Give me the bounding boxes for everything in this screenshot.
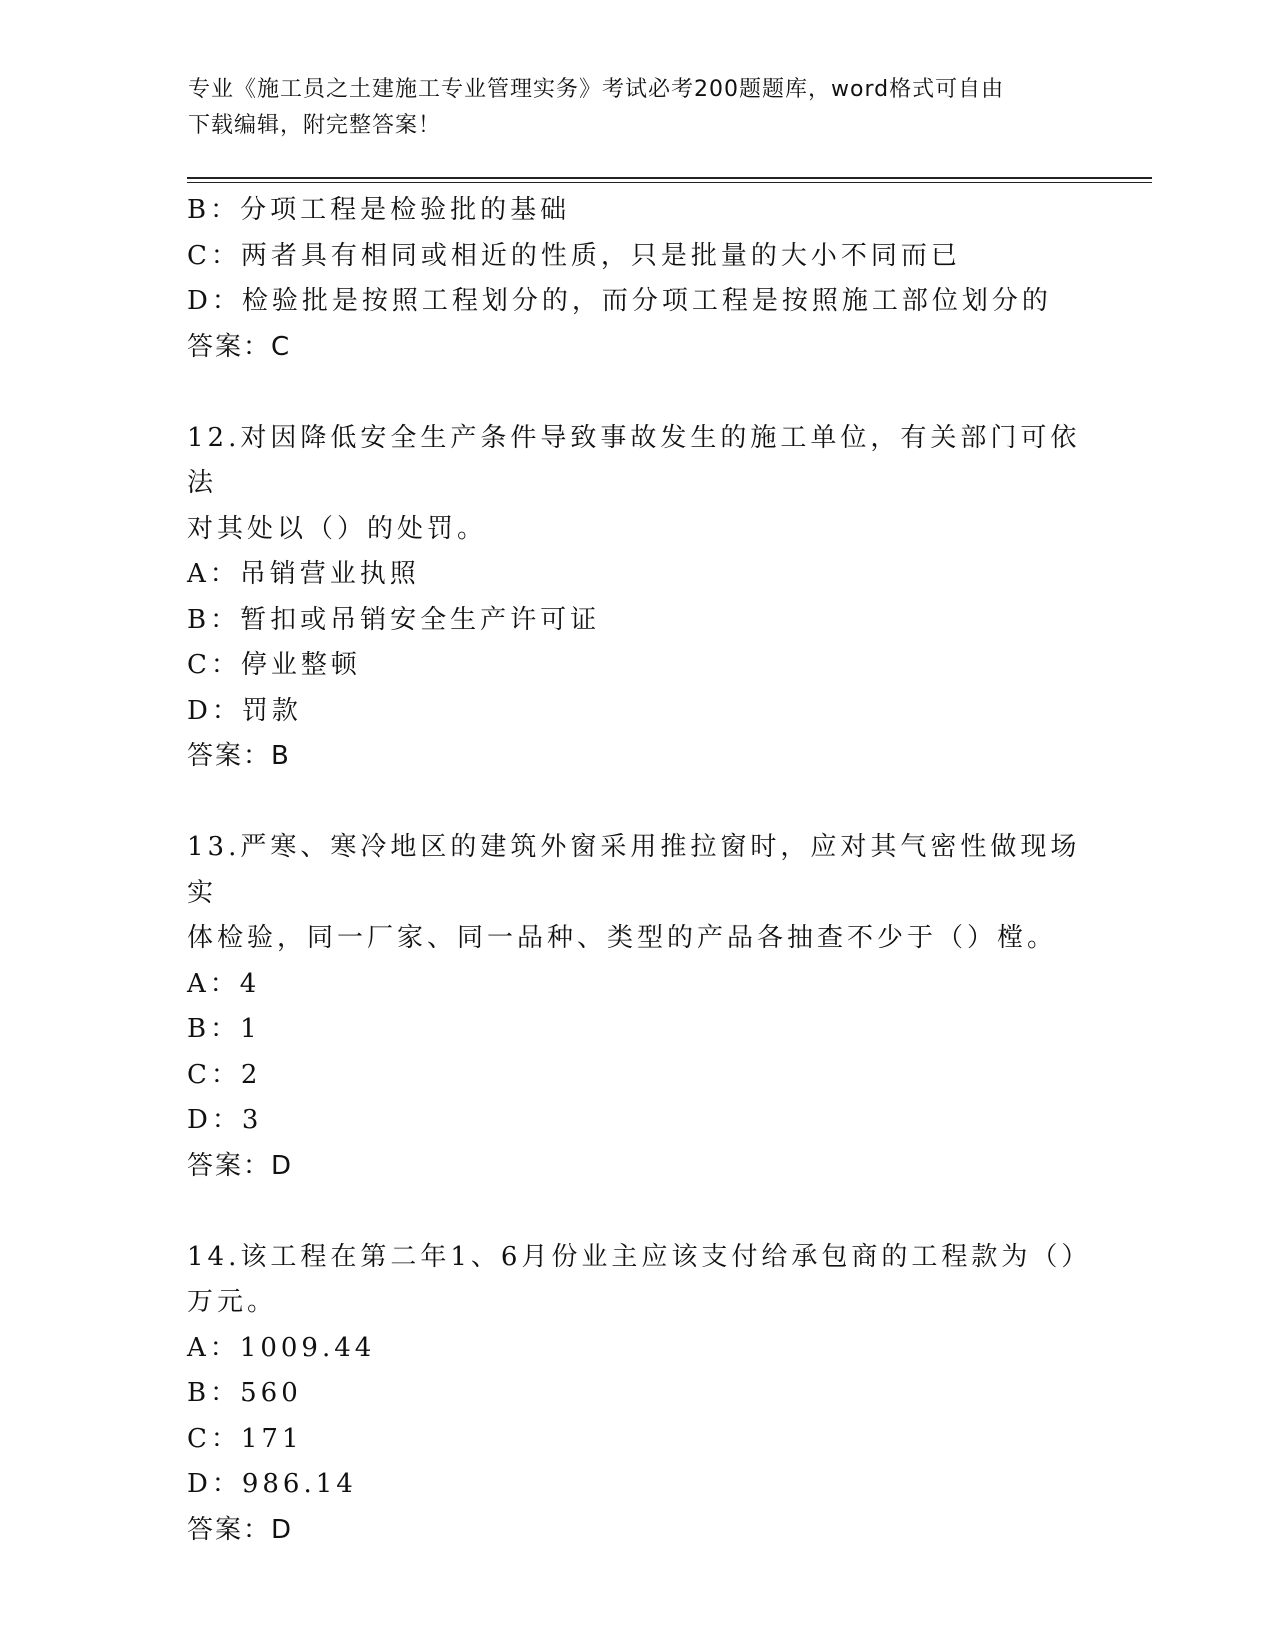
option-c: C：停业整顿 xyxy=(187,650,361,680)
header-divider-thick xyxy=(187,177,1152,179)
question-13 xyxy=(187,825,1087,1189)
spacer xyxy=(187,780,1087,826)
answer-label: 答案：D xyxy=(187,1150,294,1181)
question-stem-line: 对其处以（）的处罚。 xyxy=(187,513,488,544)
header-divider-thin xyxy=(187,182,1152,183)
option-c: C：两者具有相同或相近的性质，只是批量的大小不同而已 xyxy=(187,240,961,271)
option-d: D：罚款 xyxy=(187,695,302,726)
option-b: B：1 xyxy=(187,1014,261,1044)
option-a: A：1009.44 xyxy=(187,1332,376,1363)
question-11-tail xyxy=(187,188,1087,370)
answer-label: 答案：B xyxy=(187,741,291,771)
option-b: B：560 xyxy=(187,1378,302,1408)
question-stem-line: 万元。 xyxy=(187,1287,278,1317)
answer-label: 答案：D xyxy=(187,1514,294,1545)
option-a: A：4 xyxy=(187,968,261,999)
option-b: B：分项工程是检验批的基础 xyxy=(187,195,571,225)
option-d: D：检验批是按照工程划分的，而分项工程是按照施工部位划分的 xyxy=(187,286,1052,316)
question-list xyxy=(187,188,1092,1553)
question-stem-line: 14.该工程在第二年1、6月份业主应该支付给承包商的工程款为（） xyxy=(187,1241,1092,1272)
question-stem-line: 13.严寒、寒冷地区的建筑外窗采用推拉窗时，应对其气密性做现场实 xyxy=(187,832,1081,908)
option-c: C：171 xyxy=(187,1423,303,1454)
document-header xyxy=(188,72,1088,144)
question-12 xyxy=(187,416,1087,780)
header-line-1: 专业《施工员之土建施工专业管理实务》考试必考200题题库，word格式可自由 xyxy=(188,77,1005,102)
option-b: B：暂扣或吊销安全生产许可证 xyxy=(187,604,601,635)
option-d: D：3 xyxy=(187,1105,263,1135)
option-c: C：2 xyxy=(187,1059,262,1090)
question-14 xyxy=(187,1235,1092,1554)
spacer xyxy=(187,370,1087,416)
option-d: D：986.14 xyxy=(187,1469,357,1499)
spacer xyxy=(187,1189,1087,1235)
header-line-2: 下载编辑，附完整答案！ xyxy=(188,113,442,138)
answer-label: 答案：C xyxy=(187,331,292,362)
question-stem-line: 12.对因降低安全生产条件导致事故发生的施工单位，有关部门可依法 xyxy=(187,422,1081,498)
question-stem-line: 体检验，同一厂家、同一品种、类型的产品各抽查不少于（）樘。 xyxy=(187,923,1058,953)
option-a: A：吊销营业执照 xyxy=(187,559,420,589)
